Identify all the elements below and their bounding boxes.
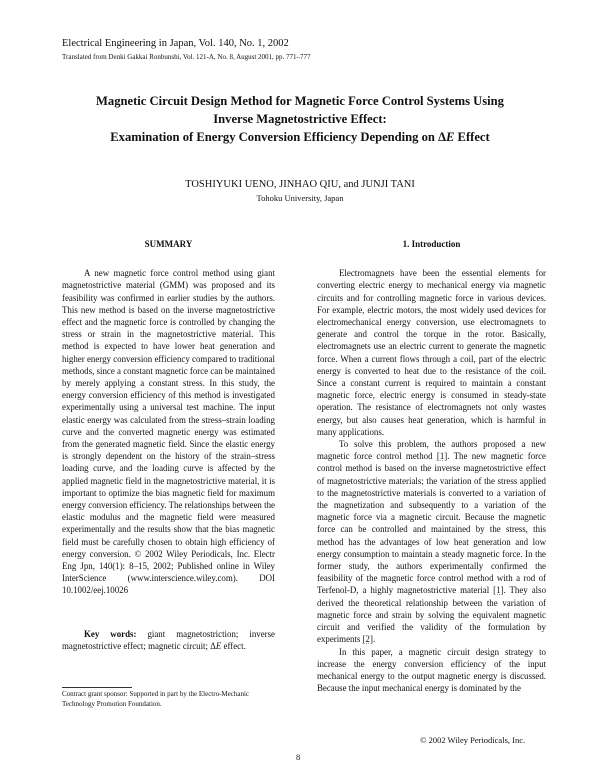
introduction-heading: 1. Introduction bbox=[402, 239, 461, 249]
paper-title bbox=[70, 92, 530, 146]
intro-paragraph-1: Electromagnets have been the essential elements for converting electric energy to mechanical energy via magnetic circuits and for controlling magnetic force in various devices. For example, electric motors, the most widely used devices for electromechanical energy conversion, use electromagnets to generate and control the torque in the rotor. Basically, electromagnets use an electric current to generate the magnetic force. When a current flows through a coil, part of the electric energy is converted to heat due to the resistance of the coil. Since a constant current is required to maintain a constant magnetic force, electric energy is consumed in steady-state operation. The resistance of electromagnets not only wastes energy, but also causes heat generation, which is harmful in many applications. bbox=[317, 268, 546, 437]
summary-heading: SUMMARY bbox=[144, 239, 193, 249]
title-line-3-text: Examination of Energy Conversion Efficiency Depending on Δ bbox=[110, 130, 446, 144]
keywords-text: giant magnetostriction; inverse magnetostrictive effect; magnetic circuit; Δ bbox=[62, 629, 275, 652]
citation-link-1b[interactable]: [1] bbox=[493, 585, 504, 596]
copyright-notice: © 2002 Wiley Periodicals, Inc. bbox=[420, 735, 526, 745]
journal-citation: Electrical Engineering in Japan, Vol. 140, No. 1, 2002 bbox=[62, 38, 289, 49]
intro-paragraph-3: In this paper, a magnetic circuit design strategy to increase the energy conversion efficiency of the input mechanical energy to the output magnetic energy is discussed. Because the input mechanical energy is dominated by the bbox=[317, 646, 546, 694]
p2-part-b: . The new magnetic force control method is based on the inverse magnetostrictive effect of magnetostrictive materials; the variation of the stress applied to the magnetostrictive materials is converted to a variation of the magnetization and subsequently to a variation of the magnetic force via a magnetic circuit. Because the magnetic force can be controlled and maintained by the stress, this method has the advantages of low heat generation and low energy consumption to maintain a steady magnetic force. In the former study, the authors experimentally confirmed the feasibility of the magnetic force control method with a rod of Terfenol-D, a highly magnetostrictive material bbox=[317, 451, 546, 596]
summary-text: A new magnetic force control method using giant magnetostrictive material (GMM) was proposed and its feasibility was confirmed in earlier studies by the authors. This new method is based on the inverse magnetostrictive effect and the magnetic force is controlled by changing the stress or strain in the magnetostrictive material. This method is expected to have lower heat generation and higher energy conversion efficiency compared to traditional methods, since a constant magnetic force can be maintained by merely applying a constant stress. In this study, the energy conversion efficiency of this method is investigated experimentally using a universal test machine. The input elastic energy was calculated from the stress–strain loading curve and the converted magnetic energy was estimated from the generated magnetic field. Since the elastic energy is strongly dependent on the history of the strain–stress loading curve, and the loading curve is affected by the applied magnetic field in the magnetostrictive material, it is important to optimize the bias magnetic field for maximum energy conversion efficiency. The relationships between the elastic modulus and the magnetic field were measured experimentally and the results show that the bias magnetic field must be carefully chosen to obtain high efficiency of energy conversion. © 2002 Wiley Periodicals, Inc. Electr Eng Jpn, 140(1): 8–15, 2002; Published online in Wiley InterScience (www.interscience.wiley.com). DOI 10.1002/eej.10026 bbox=[62, 268, 275, 596]
summary-section bbox=[62, 238, 275, 597]
author-list: TOSHIYUKI UENO, JINHAO QIU, and JUNJI TANI bbox=[185, 179, 415, 190]
page-number: 8 bbox=[296, 752, 301, 762]
keywords-end: effect. bbox=[221, 641, 246, 652]
footnote-divider bbox=[62, 687, 132, 688]
intro-paragraph-2 bbox=[317, 438, 546, 645]
footnote: Contract grant sponsor: Supported in part by the Electro-Mechanic Technology Promotion Foundation. bbox=[62, 690, 250, 708]
title-line-2: Inverse Magnetostrictive Effect: bbox=[213, 112, 387, 126]
title-line-3 bbox=[70, 128, 530, 146]
introduction-section bbox=[317, 238, 546, 694]
p2-part-c: . They also derived the theoretical relationship between the variation of magnetic force and strain by solving the equivalent magnetic circuit and verified the validity of the formulation by experiments bbox=[317, 585, 547, 645]
keywords-label: Key words: bbox=[84, 629, 137, 639]
title-line-3-variable: E bbox=[445, 130, 455, 144]
keywords-variable: E bbox=[215, 641, 222, 652]
title-line-3-end: Effect bbox=[454, 130, 490, 144]
p2-part-a: To solve this problem, the authors proposed a new magnetic force control method bbox=[317, 439, 546, 462]
citation-link-1[interactable]: [1] bbox=[436, 451, 448, 462]
keywords bbox=[62, 628, 275, 652]
translation-note: Translated from Denki Gakkai Ronbunshi, Vol. 121-A, No. 8, August 2001, pp. 771–777 bbox=[62, 53, 311, 61]
affiliation: Tohoku University, Japan bbox=[256, 193, 344, 203]
p2-part-d: . bbox=[372, 634, 376, 645]
citation-link-2[interactable]: [2] bbox=[362, 634, 373, 645]
title-line-1: Magnetic Circuit Design Method for Magnetic Force Control Systems Using bbox=[96, 94, 504, 108]
